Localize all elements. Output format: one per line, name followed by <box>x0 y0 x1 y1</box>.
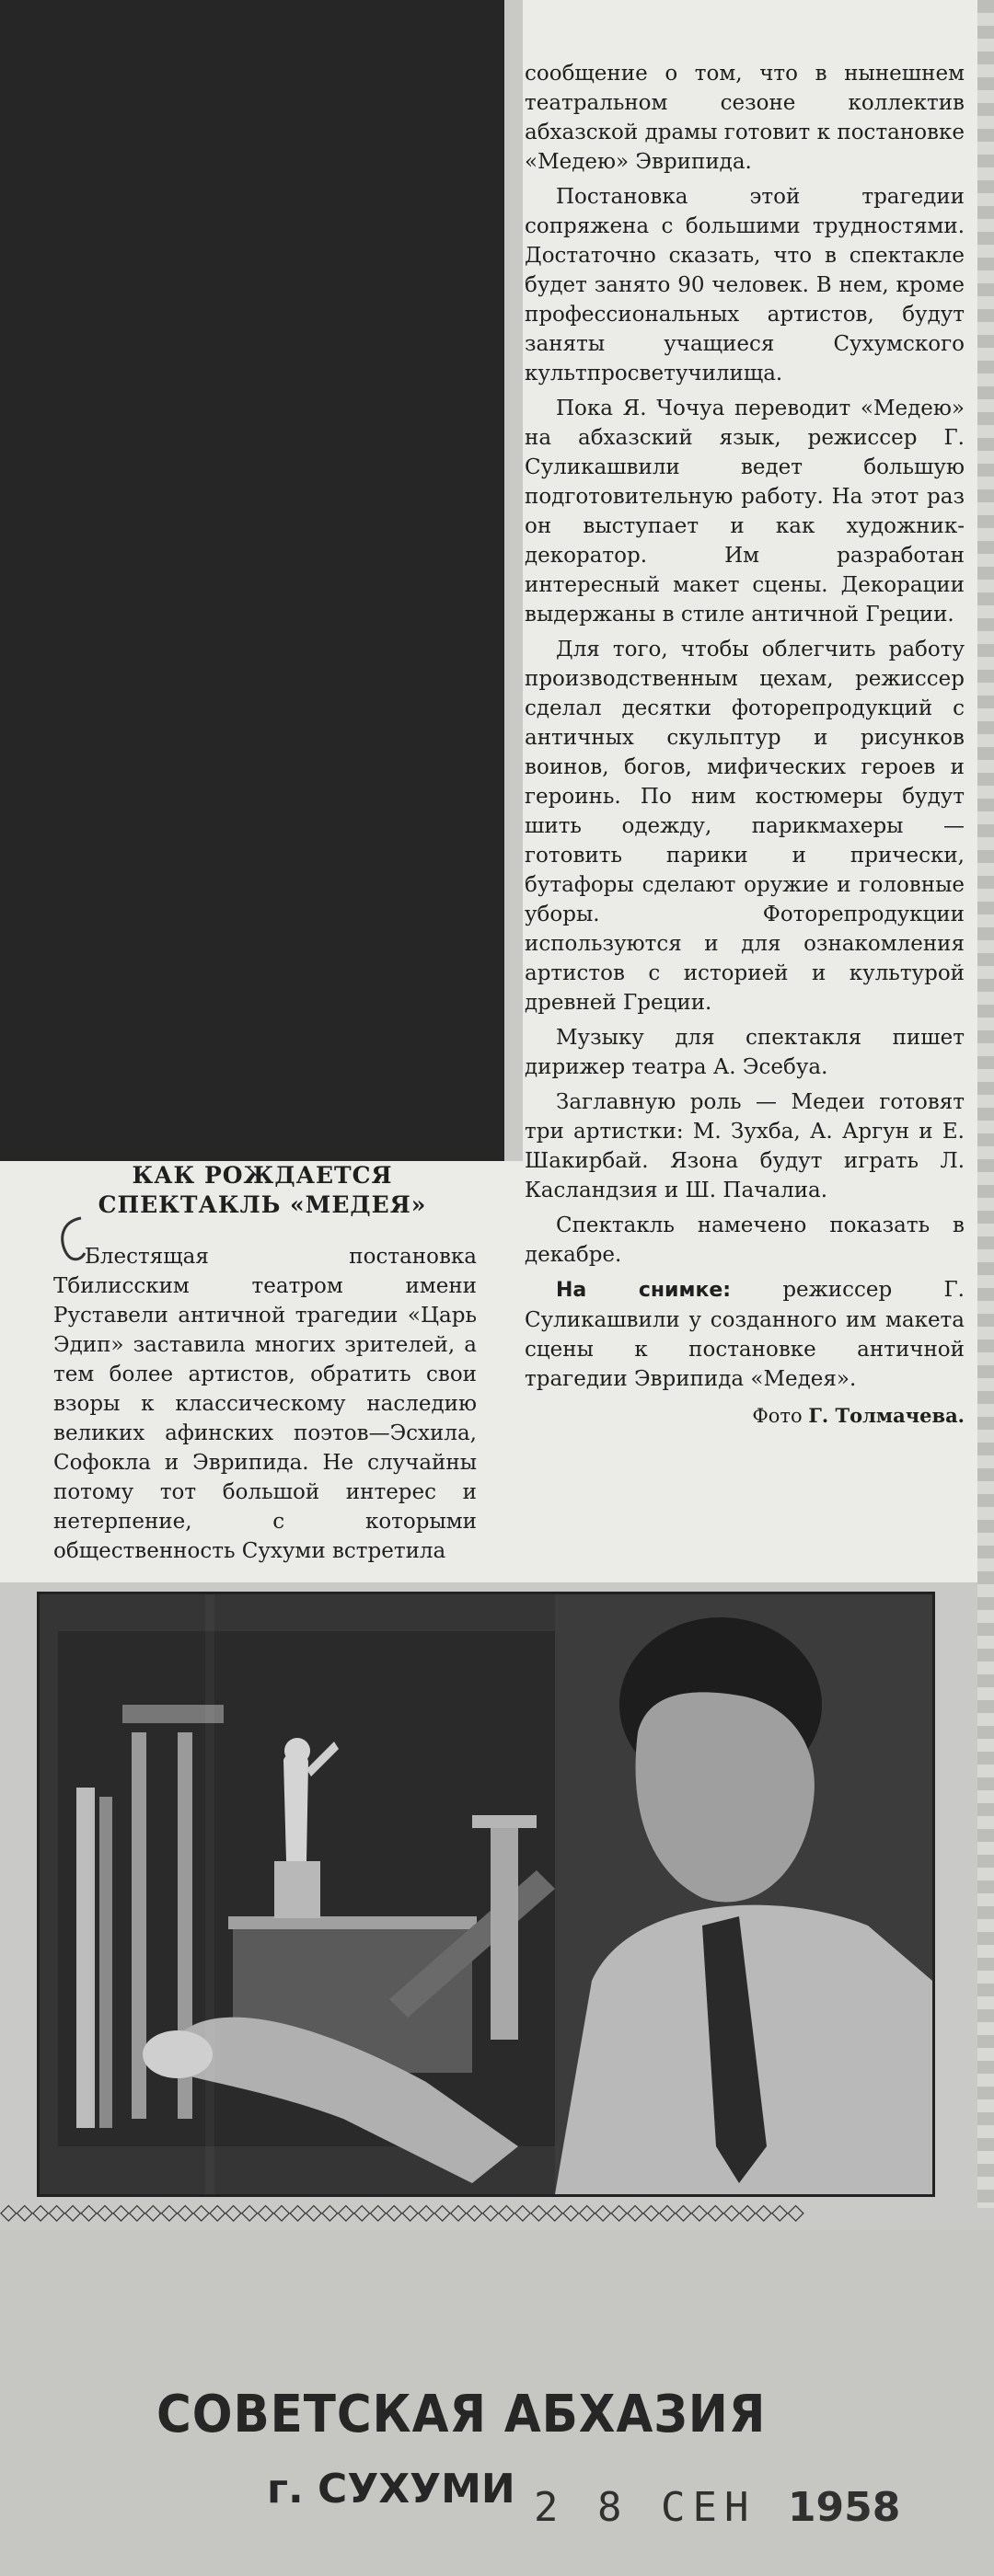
photo-illustration <box>40 1594 932 2194</box>
article-paragraph: Для того, чтобы облегчить работу производственным цехам, режиссер сделал десятки фоторепродукций с античных скульптур и рисунков воинов, богов, мифических героев и героинь. По ним костюмеры будут шить одежду, парикмахеры — готовить парики и прически, бутафоры сделают оружие и головные уборы. Фоторепродукции используются и для ознакомления артистов с историей и культурой древней Греции. <box>525 638 965 1015</box>
article-paragraph: Постановка этой трагедии сопряжена с большими трудностями. Достаточно сказать, что в спектакле будет занято 90 человек. В нем, кроме профессиональных артистов, будут заняты учащиеся Сухумского культпросветучилища. <box>525 185 965 385</box>
date-year: 1958 <box>787 2484 901 2531</box>
credit-prefix: Фото <box>752 1405 809 1427</box>
article-paragraph: Музыку для спектакля пишет дирижер театра А. Эсебуа. <box>525 1026 965 1079</box>
article-headline <box>55 1161 469 1220</box>
article-paragraph: Спектакль намечено показать в декабре. <box>525 1213 965 1267</box>
decorative-edge-border <box>977 0 994 2208</box>
caption-lead: На снимке: <box>556 1279 732 1302</box>
article-paragraph: Заглавную роль — Медеи готовят три артистки: М. Зухба, А. Аргун и Е. Шакирбай. Язона будут играть Л. Касландзия и Ш. Пачалиа. <box>525 1090 965 1202</box>
dark-background-area <box>0 0 504 1161</box>
article-paragraph: Пока Я. Чочуа переводит «Медею» на абхазский язык, режиссер Г. Суликашвили ведет большую подготовительную работу. На этот раз он выступает и как художник-декоратор. Им разработан интересный макет сцены. Декорации выдержаны в стиле античной Греции. <box>525 397 965 627</box>
article-column-left <box>53 1242 477 1571</box>
article-paragraph: сообщение о том, что в нынешнем театральном сезоне коллектив абхазской драмы готовит к постановке «Медею» Эврипида. <box>525 62 965 174</box>
headline-line-2: СПЕКТАКЛЬ «МЕДЕЯ» <box>98 1191 427 1218</box>
credit-name: Г. Толмачева. <box>808 1404 965 1427</box>
article-column-right <box>525 59 965 1431</box>
caption-text: режиссер Г. Суликашвили у созданного им макета сцены к постановке античной трагедии Эврипида «Медея». <box>525 1278 965 1391</box>
article-paragraph: Блестящая постановка Тбилисским театром имени Руставели античной трагедии «Царь Эдип» заставила многих зрителей, а тем более артистов, обратить свои взоры к классическому наследию великих афинских поэтов—Эсхила, Софокла и Эврипида. Не случайны потому тот большой интерес и нетерпение, с которыми общественность Сухуми встретила <box>53 1245 477 1563</box>
city-stamp: г. СУХУМИ <box>267 2466 515 2513</box>
decorative-chain-border: ◇◇◇◇◇◇◇◇◇◇◇◇◇◇◇◇◇◇◇◇◇◇◇◇◇◇◇◇◇◇◇◇◇◇◇◇◇◇◇◇◇◇◇◇◇◇◇◇◇◇ <box>0 2199 803 2225</box>
date-day-month: 2 8 СЕН <box>534 2484 757 2531</box>
photo-caption <box>525 1275 965 1394</box>
newspaper-name-stamp: СОВЕТСКАЯ АБХАЗИЯ <box>156 2385 767 2444</box>
headline-line-1: КАК РОЖДАЕТСЯ <box>132 1162 393 1189</box>
date-stamp <box>534 2484 900 2531</box>
photo-credit <box>525 1401 965 1431</box>
article-photo <box>37 1592 935 2197</box>
